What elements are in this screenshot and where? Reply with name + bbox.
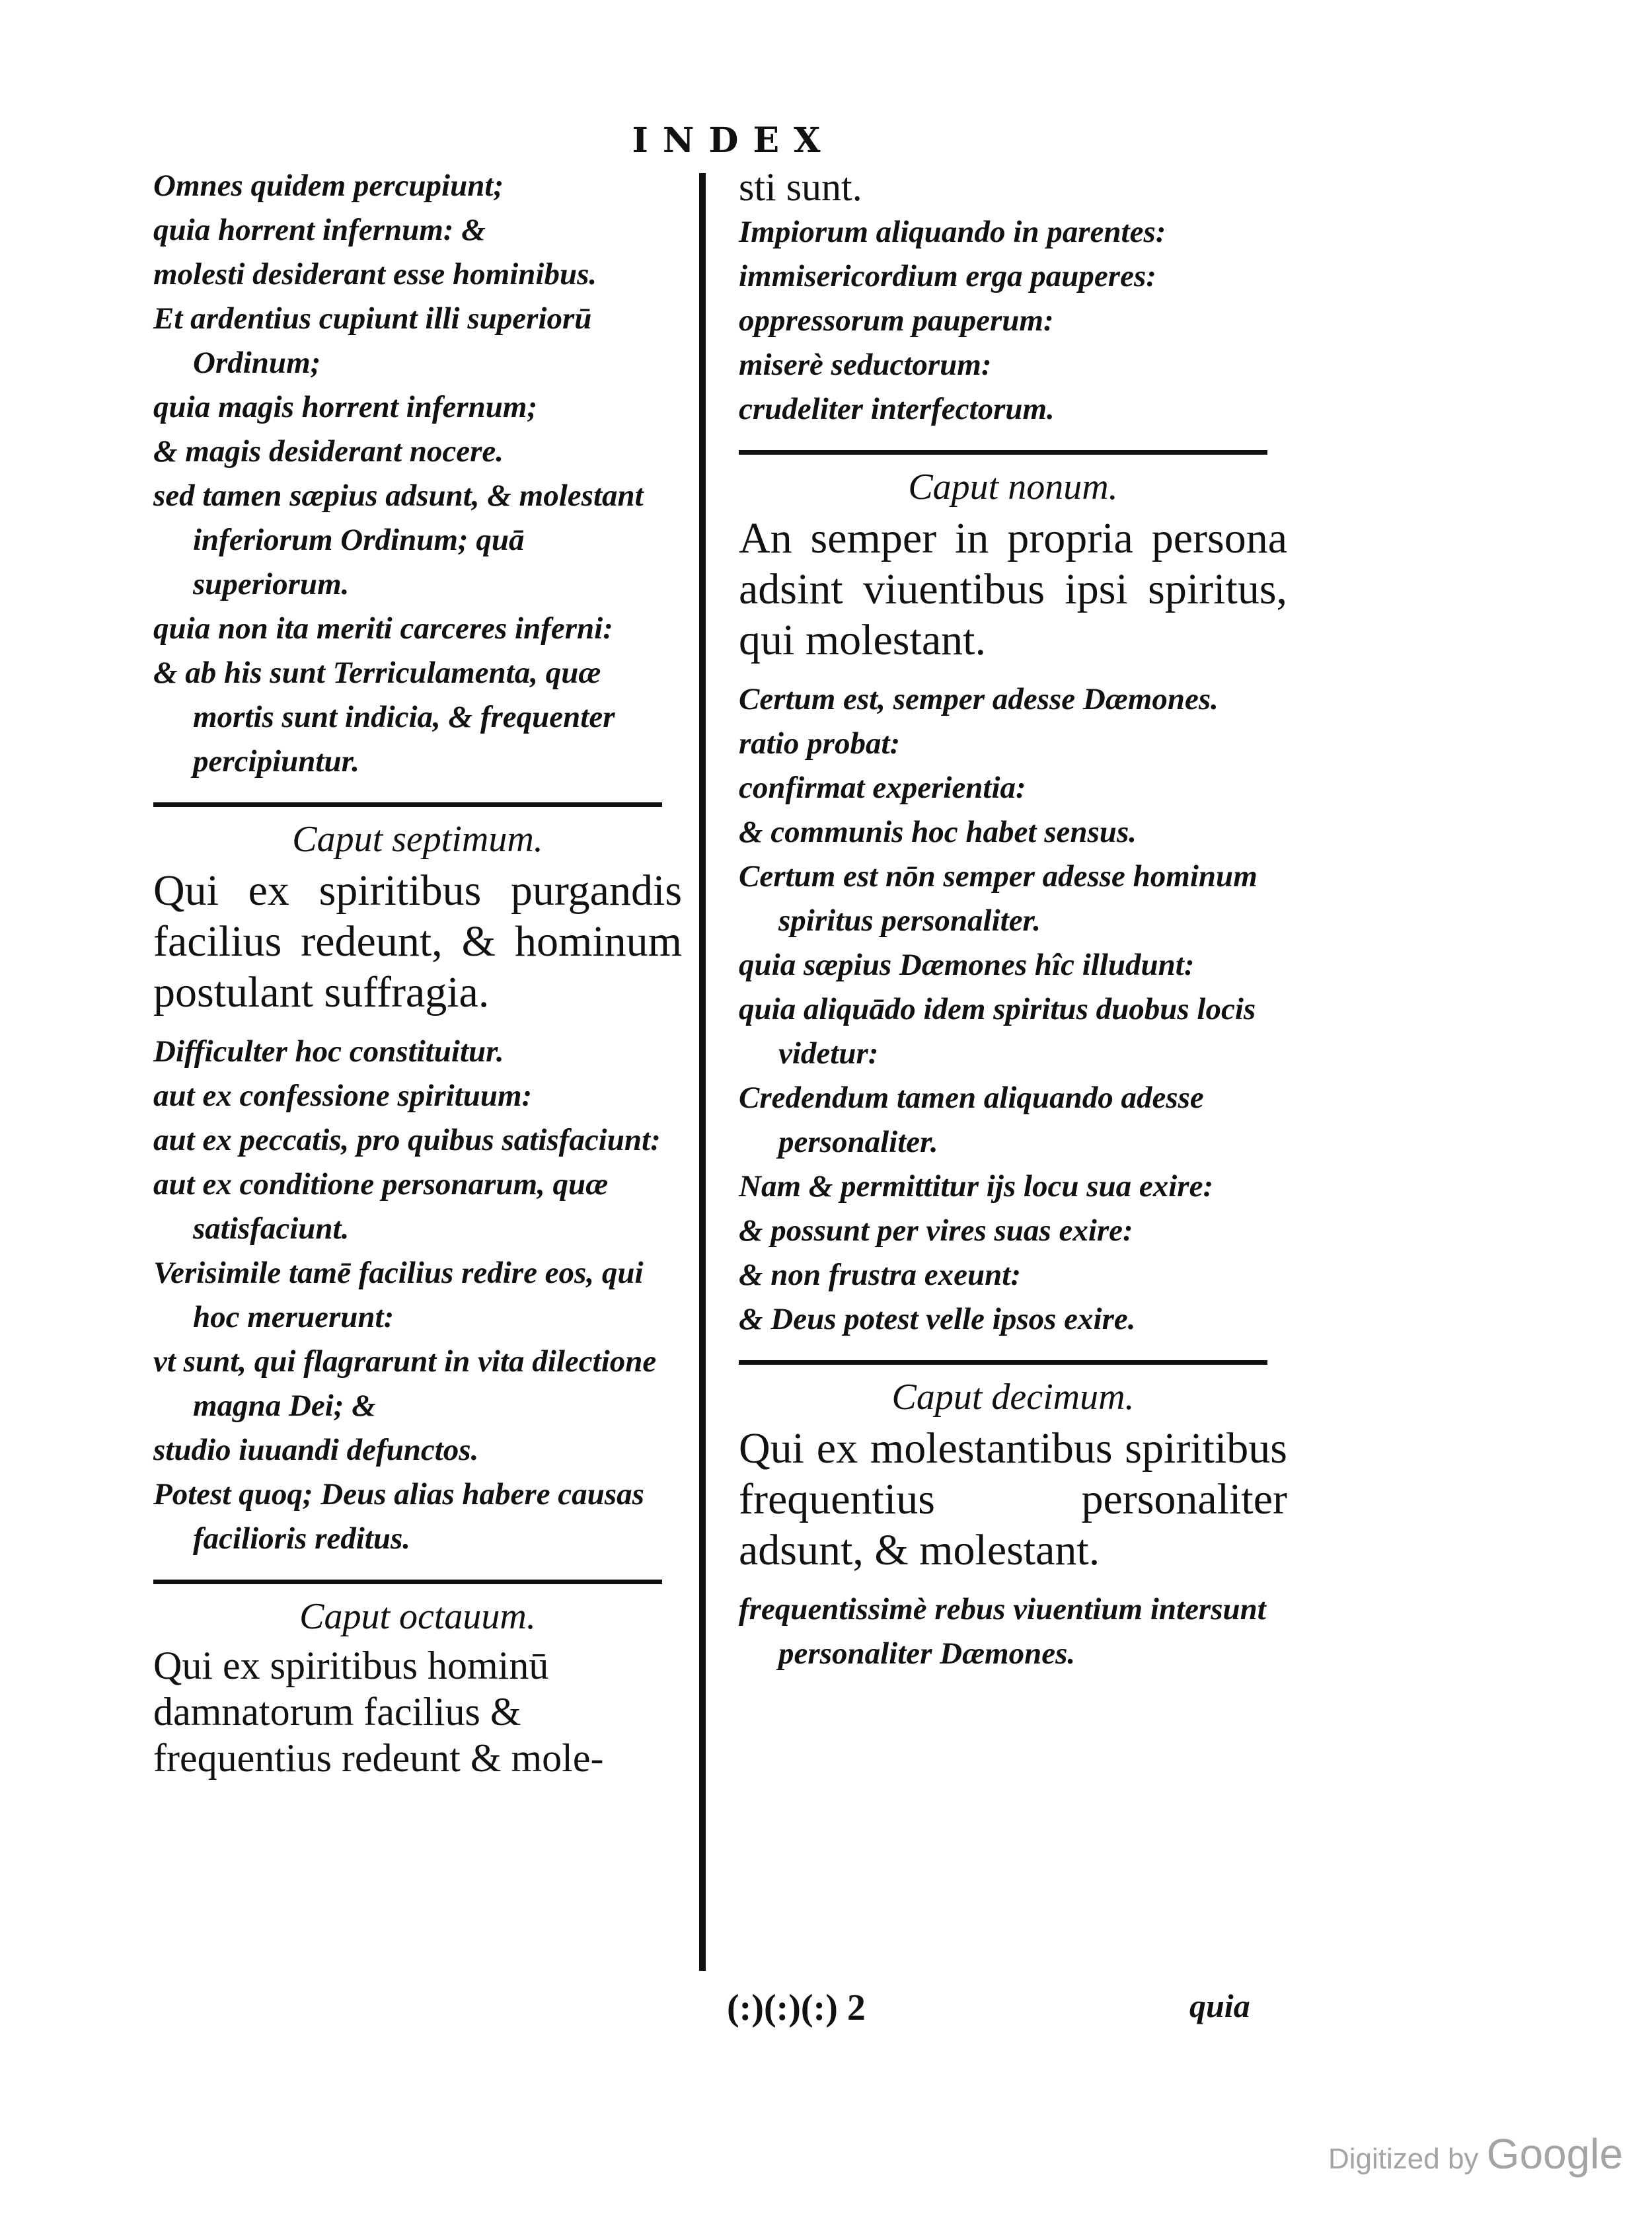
index-entry: frequentissimè rebus viuentium intersunt personaliter Dæmones.: [739, 1592, 1266, 1671]
index-entry: quia horrent infernum: &: [153, 213, 486, 247]
index-entry: Potest quoq; Deus alias habere causas facilioris reditus.: [153, 1477, 644, 1556]
index-entry: & ab his sunt Terriculamenta, quæ mortis sunt indicia, & frequenter percipiuntur.: [153, 656, 615, 779]
chapter-title: Qui ex spiritibus hominū damnatorum facilius & frequentius redeunt & mole-: [153, 1644, 604, 1780]
index-entry: Credendum tamen aliquando adesse personaliter.: [739, 1081, 1204, 1159]
chapter-rule: [739, 450, 1267, 455]
digitized-watermark: [1328, 2129, 1623, 2178]
page-title: INDEX: [632, 120, 835, 161]
index-entry: aut ex confessione spirituum:: [153, 1079, 533, 1113]
index-entry: Et ardentius cupiunt illi superiorū Ordinum;: [153, 301, 592, 380]
index-entry: sed tamen sæpius adsunt, & molestant inferiorum Ordinum; quā superiorum.: [153, 478, 644, 601]
chapter-heading: Caput decimum.: [891, 1377, 1135, 1418]
column-divider: [699, 173, 706, 1971]
chapter-title: An semper in propria persona adsint viuentibus ipsi spiritus, qui molestant.: [739, 514, 1287, 664]
left-column: [153, 164, 682, 1781]
chapter-title: Qui ex spiritibus purgandis facilius redeunt, & hominum postulant suffragia.: [153, 866, 682, 1016]
index-entry: quia magis horrent infernum;: [153, 390, 538, 424]
index-entry: Impiorum aliquando in parentes:: [739, 215, 1166, 249]
index-entry: & possunt per vires suas exire:: [739, 1213, 1133, 1248]
chapter-heading: Caput octauum.: [299, 1596, 536, 1637]
index-entry: & magis desiderant nocere.: [153, 434, 504, 469]
index-entry: quia non ita meriti carceres inferni:: [153, 611, 613, 646]
chapter-rule: [153, 802, 662, 807]
index-entries-top: [153, 164, 682, 784]
watermark-prefix: Digitized by: [1328, 2143, 1479, 2175]
watermark-brand: Google: [1486, 2130, 1624, 2178]
index-entry: miserè seductorum:: [739, 348, 992, 382]
chapter-rule: [153, 1580, 662, 1584]
index-entry: oppressorum pauperum:: [739, 303, 1054, 338]
index-entry: & communis hoc habet sensus.: [739, 815, 1137, 849]
index-entry: Certum est nōn semper adesse hominum spiritus personaliter.: [739, 859, 1258, 938]
chapter-entries: [153, 1030, 682, 1561]
chapter-title: Qui ex molestantibus spiritibus frequentius personaliter adsunt, & molestant.: [739, 1424, 1287, 1574]
index-entries-top: [739, 210, 1287, 432]
index-entry: Difficulter hoc constituitur.: [153, 1034, 504, 1069]
index-entry: aut ex conditione personarum, quæ satisfaciunt.: [153, 1167, 609, 1246]
index-entry: ratio probat:: [739, 726, 901, 761]
index-entry: Nam & permittitur ijs locu sua exire:: [739, 1169, 1214, 1204]
chapter-entries: [739, 1587, 1287, 1676]
index-entry: Certum est, semper adesse Dæmones.: [739, 682, 1219, 716]
index-entry: Verisimile tamē facilius redire eos, qui hoc meruerunt:: [153, 1256, 644, 1334]
index-entry: molesti desiderant esse hominibus.: [153, 257, 597, 291]
index-entry: crudeliter interfectorum.: [739, 392, 1055, 426]
index-entry: quia aliquādo idem spiritus duobus locis videtur:: [739, 992, 1256, 1071]
chapter-heading: Caput nonum.: [908, 467, 1118, 508]
chapter-rule: [739, 1360, 1267, 1365]
chapter-heading: Caput septimum.: [292, 819, 543, 860]
index-entry: studio iuuandi defunctos.: [153, 1433, 479, 1467]
index-entry: & non frustra exeunt:: [739, 1258, 1022, 1292]
index-entry: aut ex peccatis, pro quibus satisfaciunt:: [153, 1123, 661, 1157]
index-entry: quia sæpius Dæmones hîc illudunt:: [739, 948, 1195, 982]
index-entry: immisericordium erga pauperes:: [739, 259, 1156, 293]
carryover-text: sti sunt.: [739, 165, 862, 209]
signature-mark: (:)(:)(:) 2: [727, 1987, 866, 2028]
right-column: [739, 164, 1287, 1676]
catchword: quia: [1189, 1987, 1250, 2024]
index-entry: Omnes quidem percupiunt;: [153, 169, 504, 203]
index-entry: vt sunt, qui flagrarunt in vita dilectione magna Dei; &: [153, 1344, 657, 1423]
index-entry: confirmat experientia:: [739, 771, 1026, 805]
index-entry: & Deus potest velle ipsos exire.: [739, 1302, 1136, 1336]
chapter-entries: [739, 677, 1287, 1342]
